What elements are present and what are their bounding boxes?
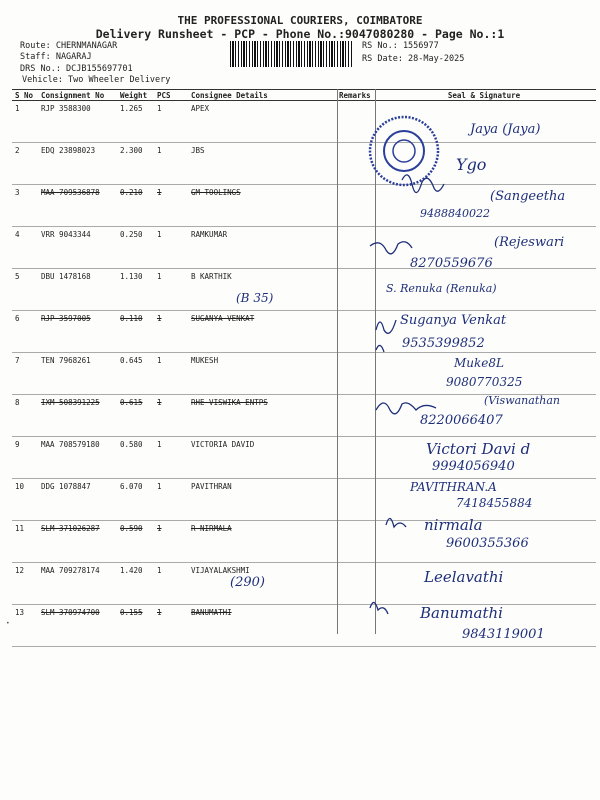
- sig-row11-name: nirmala: [424, 516, 483, 534]
- table-row: [12, 479, 596, 521]
- table-row: [12, 395, 596, 437]
- cell-sno: 1: [12, 101, 38, 143]
- cell-consignment-no: MAA 709278174: [38, 563, 117, 605]
- cell-weight: 0.110: [117, 311, 154, 353]
- cell-pcs: 1: [154, 185, 188, 227]
- cell-sno: 9: [12, 437, 38, 479]
- sig-row12: Leelavathi: [424, 568, 504, 586]
- cell-sno: 2: [12, 143, 38, 185]
- cell-signature: [372, 521, 596, 563]
- cell-consignee: PAVITHRAN: [188, 479, 336, 521]
- cell-pcs: 1: [154, 311, 188, 353]
- cell-sno: 4: [12, 227, 38, 269]
- cell-pcs: 1: [154, 521, 188, 563]
- cell-signature: [372, 395, 596, 437]
- cell-consignee: SUGANYA VENKAT: [188, 311, 336, 353]
- table-row: [12, 101, 596, 143]
- table-row: [12, 605, 596, 647]
- cell-remarks: [336, 311, 372, 353]
- cell-remarks: [336, 143, 372, 185]
- cell-remarks: [336, 437, 372, 479]
- vehicle-label: Vehicle: Two Wheeler Delivery: [22, 75, 171, 85]
- cell-signature: [372, 185, 596, 227]
- cell-weight: 0.590: [117, 521, 154, 563]
- sig-row13-name: Banumathi: [420, 604, 503, 622]
- cell-consignee: APEX: [188, 101, 336, 143]
- cell-consignee: VIJAYALAKSHMI: [188, 563, 336, 605]
- table-row: [12, 563, 596, 605]
- rs-date: RS Date: 28-May-2025: [362, 54, 465, 64]
- sig-row9-name: Victori Davi d: [426, 440, 531, 458]
- sig-row3-name: (Sangeetha: [490, 189, 566, 204]
- cell-signature: [372, 437, 596, 479]
- table-row: [12, 143, 596, 185]
- cell-pcs: 1: [154, 101, 188, 143]
- col-header-remarks: Remarks: [336, 90, 372, 101]
- col-header-consignment: Consignment No: [38, 90, 117, 101]
- sig-row3-phone: 9488840022: [420, 207, 490, 220]
- cell-consignee: VICTORIA DAVID: [188, 437, 336, 479]
- cell-consignment-no: RJP 3597005: [38, 311, 117, 353]
- route-label: Route: CHERNMANAGAR: [20, 41, 118, 51]
- table-row: [12, 185, 596, 227]
- cell-sno: 12: [12, 563, 38, 605]
- sig-row10-phone: 7418455884: [456, 496, 533, 510]
- cell-weight: 0.250: [117, 227, 154, 269]
- cell-pcs: 1: [154, 227, 188, 269]
- cell-signature: [372, 143, 596, 185]
- cell-consignment-no: EDQ 23898023: [38, 143, 117, 185]
- sig-row7-phone: 9080770325: [446, 375, 523, 389]
- sig-row13-phone: 9843119001: [462, 627, 545, 642]
- cell-remarks: [336, 353, 372, 395]
- barcode-image: [230, 41, 352, 67]
- sig-row6-name: Suganya Venkat: [400, 313, 507, 328]
- cell-consignee: RHE VISWIKA ENTPS: [188, 395, 336, 437]
- cell-remarks: [336, 479, 372, 521]
- cell-remarks: [336, 395, 372, 437]
- sig-row1: Jaya (Jaya): [470, 122, 541, 137]
- cell-weight: 6.070: [117, 479, 154, 521]
- cell-sno: 6: [12, 311, 38, 353]
- cell-consignment-no: MAA 708579180: [38, 437, 117, 479]
- cell-pcs: 1: [154, 143, 188, 185]
- cell-consignment-no: SLM 370974700: [38, 605, 117, 647]
- table-row: [12, 521, 596, 563]
- cell-consignee: MUKESH: [188, 353, 336, 395]
- cell-weight: 1.420: [117, 563, 154, 605]
- rs-number: RS No.: 1556977: [362, 41, 439, 51]
- cell-consignment-no: RJP 3588300: [38, 101, 117, 143]
- cell-consignee: GM TOOLINGS: [188, 185, 336, 227]
- cell-sno: 13: [12, 605, 38, 647]
- cell-consignment-no: MAA 709536878: [38, 185, 117, 227]
- table-row: [12, 227, 596, 269]
- cell-pcs: 1: [154, 563, 188, 605]
- sig-row8-phone: 8220066407: [420, 413, 503, 428]
- cell-sno: 8: [12, 395, 38, 437]
- sig-row9-phone: 9994056940: [432, 459, 515, 474]
- runsheet-subtitle: Delivery Runsheet - PCP - Phone No.:9047080280 - Page No.:1: [95, 27, 505, 41]
- cell-signature: [372, 563, 596, 605]
- drs-number: DRS No.: DCJB155697701: [20, 64, 133, 74]
- cell-pcs: 1: [154, 437, 188, 479]
- sig-row2: Ygo: [456, 155, 487, 174]
- cell-pcs: 1: [154, 605, 188, 647]
- company-title: THE PROFESSIONAL COURIERS, COIMBATORE: [177, 14, 423, 27]
- cell-weight: 0.645: [117, 353, 154, 395]
- cell-pcs: 1: [154, 479, 188, 521]
- cell-sno: 11: [12, 521, 38, 563]
- cell-weight: 2.300: [117, 143, 154, 185]
- col-header-sno: S No: [12, 90, 38, 101]
- runsheet-table: [12, 89, 596, 647]
- cell-consignment-no: DBU 1478168: [38, 269, 117, 311]
- table-row: [12, 437, 596, 479]
- cell-remarks: [336, 101, 372, 143]
- remark-row12: (290): [230, 575, 265, 590]
- cell-remarks: [336, 185, 372, 227]
- cell-pcs: 1: [154, 269, 188, 311]
- sig-row4-phone: 8270559676: [410, 256, 493, 271]
- cell-sno: 5: [12, 269, 38, 311]
- cell-sno: 7: [12, 353, 38, 395]
- cell-remarks: [336, 227, 372, 269]
- cell-remarks: [336, 269, 372, 311]
- sig-row10-name: PAVITHRAN.A: [410, 480, 497, 494]
- cell-consignee: R NIRMALA: [188, 521, 336, 563]
- margin-mark: •: [6, 620, 10, 627]
- cell-remarks: [336, 605, 372, 647]
- cell-remarks: [336, 563, 372, 605]
- cell-signature: [372, 227, 596, 269]
- sig-row7-name: Muke8L: [454, 356, 504, 370]
- cell-signature: [372, 353, 596, 395]
- col-header-weight: Weight: [117, 90, 154, 101]
- table-row: [12, 353, 596, 395]
- cell-signature: [372, 311, 596, 353]
- remarks-divider: [337, 89, 338, 634]
- sig-row5: S. Renuka (Renuka): [386, 282, 497, 295]
- cell-consignment-no: IXM 508391225: [38, 395, 117, 437]
- cell-signature: [372, 269, 596, 311]
- cell-sno: 3: [12, 185, 38, 227]
- cell-consignee: JBS: [188, 143, 336, 185]
- cell-weight: 0.580: [117, 437, 154, 479]
- cell-consignee: RAMKUMAR: [188, 227, 336, 269]
- cell-consignment-no: SLM 371026287: [38, 521, 117, 563]
- remark-row5: (B 35): [236, 291, 274, 305]
- cell-consignment-no: VRR 9043344: [38, 227, 117, 269]
- col-header-pcs: PCS: [154, 90, 188, 101]
- sig-row4-name: (Rejeswari: [494, 235, 565, 250]
- cell-signature: [372, 479, 596, 521]
- sig-row11-phone: 9600355366: [446, 536, 529, 551]
- cell-weight: 0.210: [117, 185, 154, 227]
- cell-consignee: B KARTHIK: [188, 269, 336, 311]
- signature-divider: [375, 89, 376, 634]
- sig-row6-phone: 9535399852: [402, 336, 485, 351]
- cell-pcs: 1: [154, 395, 188, 437]
- cell-consignment-no: TEN 7968261: [38, 353, 117, 395]
- cell-weight: 0.155: [117, 605, 154, 647]
- cell-sno: 10: [12, 479, 38, 521]
- cell-pcs: 1: [154, 353, 188, 395]
- cell-signature: [372, 101, 596, 143]
- cell-signature: [372, 605, 596, 647]
- cell-weight: 1.130: [117, 269, 154, 311]
- cell-weight: 1.265: [117, 101, 154, 143]
- sig-row8-name: (Viswanathan: [484, 394, 560, 407]
- staff-label: Staff: NAGARAJ: [20, 52, 92, 62]
- col-header-signature: Seal & Signature: [372, 90, 596, 101]
- table-row: [12, 269, 596, 311]
- cell-remarks: [336, 521, 372, 563]
- table-header-row: [12, 90, 596, 101]
- table-row: [12, 311, 596, 353]
- col-header-consignee: Consignee Details: [188, 90, 336, 101]
- cell-consignment-no: DDG 1078847: [38, 479, 117, 521]
- cell-weight: 0.615: [117, 395, 154, 437]
- cell-consignee: BANUMATHI: [188, 605, 336, 647]
